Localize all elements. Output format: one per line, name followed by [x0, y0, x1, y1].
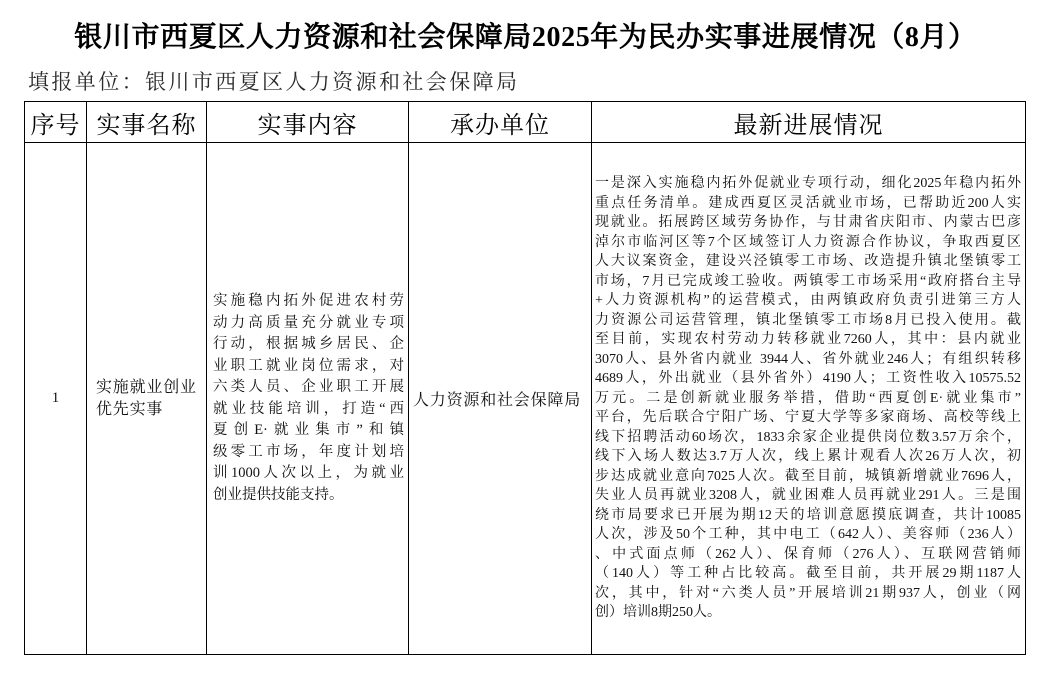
progress-line: 3070人、县外省内就业 3944人、省外就业246人；有组织转移 [595, 351, 1021, 367]
progress-line: 一是深入实施稳内拓外促就业专项行动，细化2025年稳内拓外 [595, 176, 1021, 192]
reporting-unit-value: 银川市西夏区人力资源和社会保障局 [145, 70, 520, 94]
progress-line: 创）培训8期250人。 [595, 605, 721, 621]
task-name: 实施就业创业优先实事 [96, 378, 197, 418]
progress-line: 次，其中，针对“六类人员”开展培训21期937人，创业（网 [595, 585, 1021, 601]
progress-line: 人次，涉及50个工种，其中电工（642人）、美容师（236人） [595, 527, 1021, 543]
progress-line: 至目前，实现农村劳动力转移就业7260人，其中：县内就业 [595, 332, 1021, 348]
progress-line: 人大议案资金，建设兴泾镇零工市场、改造提升镇北堡镇零工 [595, 254, 1021, 270]
task-content-line: 级零工市场，年度计划培 [213, 443, 404, 460]
progress-line: +人力资源机构”的运营模式，由两镇政府负责引进第三方人 [595, 293, 1021, 309]
task-content-line: 就业技能培训，打造“西 [213, 400, 404, 417]
cell-index: 1 [25, 143, 87, 654]
cell-task-name [87, 143, 207, 654]
header-index: 序号 [25, 102, 87, 143]
task-content-line: 业职工就业岗位需求，对 [213, 357, 404, 374]
progress-line: 淖尔市临河区等7个区域签订人力资源合作协议，争取西夏区 [595, 234, 1021, 250]
task-content-line: 训1000人次以上，为就业 [213, 465, 404, 481]
progress-line: 市场，7月已完成竣工验收。两镇零工市场采用“政府搭台主导 [595, 273, 1021, 289]
progress-table [24, 101, 1026, 655]
task-content-line: 行动，根据城乡居民、企 [213, 336, 404, 352]
progress-line: 线下招聘活动60场次，1833余家企业提供岗位数3.57万余个， [595, 429, 1021, 445]
progress-line: 4689人，外出就业（县外省外）4190人；工资性收入10575.52 [595, 371, 1021, 387]
progress-line: 线下入场人数达3.7万人次，线上累计观看人次26万人次，初 [595, 449, 1021, 465]
cell-progress [592, 143, 1025, 654]
progress-line: 现就业。拓展跨区域劳务协作，与甘肃省庆阳市、内蒙古巴彦 [595, 215, 1021, 231]
header-task-name: 实事名称 [87, 102, 207, 143]
progress-text [595, 174, 1021, 623]
task-content-line: 创业提供技能支持。 [213, 486, 344, 503]
task-content-line: 实施稳内拓外促进农村劳 [213, 293, 404, 309]
task-content-line: 六类人员、企业职工开展 [213, 379, 404, 395]
task-content-line: 夏创E·就业集市”和镇 [213, 422, 404, 438]
reporting-unit [28, 66, 519, 98]
header-task-content: 实事内容 [207, 102, 409, 143]
department-name: 人力资源和社会保障局 [413, 392, 582, 409]
header-department: 承办单位 [409, 102, 592, 143]
cell-department [409, 143, 592, 654]
progress-line: 重点任务清单。建成西夏区灵活就业市场，已帮助近200人实 [595, 195, 1021, 211]
progress-line: 绕市局要求已开展为期12天的培训意愿摸底调查，共计10085 [595, 507, 1021, 523]
progress-line: 步达成就业意向7025人次。截至目前，城镇新增就业7696人， [595, 468, 1021, 484]
reporting-unit-label: 填报单位： [28, 70, 145, 94]
cell-task-content [207, 143, 409, 654]
progress-line: 失业人员再就业3208人，就业困难人员再就业291人。三是围 [595, 488, 1021, 504]
header-progress: 最新进展情况 [592, 102, 1025, 143]
task-content-text [213, 291, 404, 506]
progress-line: 、中式面点师（262人）、保育师（276人）、互联网营销师 [595, 546, 1021, 562]
document-title: 银川市西夏区人力资源和社会保障局2025年为民办实事进展情况（8月） [74, 22, 977, 53]
task-content-line: 动力高质量充分就业专项 [213, 314, 404, 331]
progress-line: 万元。二是创新就业服务举措，借助“西夏创E·就业集市” [595, 390, 1021, 406]
progress-line: 力资源公司运营管理，镇北堡镇零工市场8月已投入使用。截 [595, 312, 1021, 328]
progress-line: （140人）等工种占比较高。截至目前，共开展29期1187人 [595, 566, 1021, 582]
progress-line: 平台，先后联合宁阳广场、宁夏大学等多家商场、高校等线上 [595, 410, 1021, 426]
